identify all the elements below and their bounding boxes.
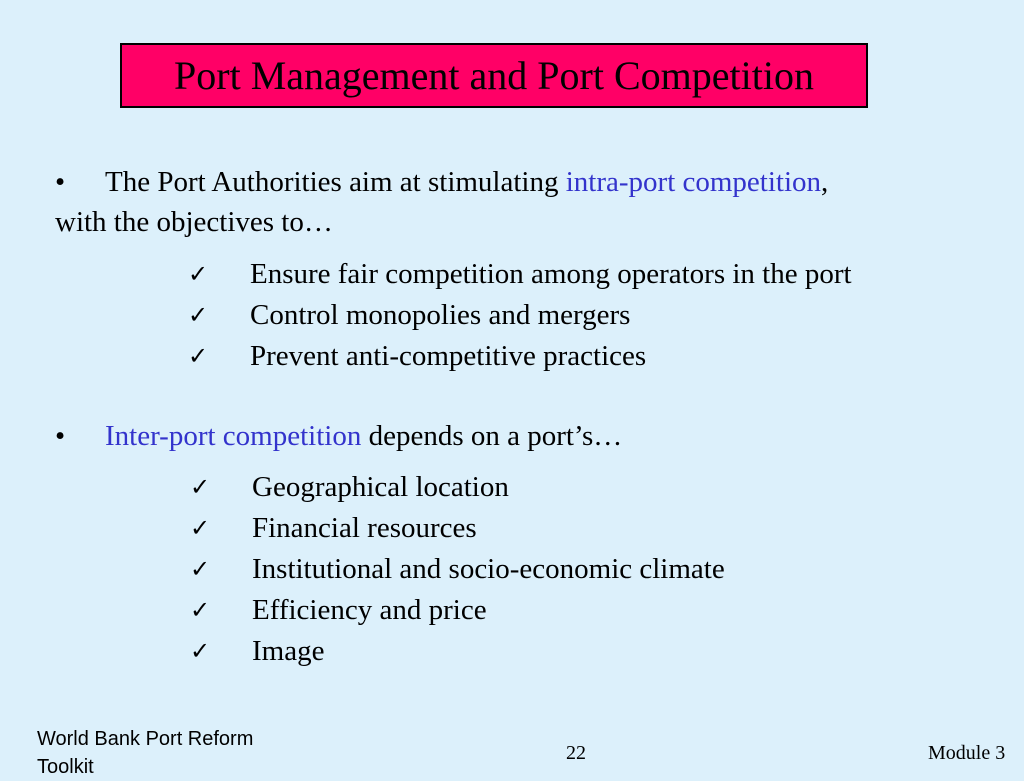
- bullet-dot: •: [55, 166, 66, 198]
- bullet-intra-pre: The Port Authorities aim at stimulating: [105, 166, 566, 198]
- check-icon: ✓: [190, 596, 211, 624]
- footer-module: Module 3: [928, 742, 1006, 764]
- inter-port-highlight: Inter-port competition: [105, 420, 362, 452]
- intra-port-highlight: intra-port competition: [565, 166, 822, 198]
- check-icon: ✓: [188, 301, 209, 329]
- slide-title-box: [120, 43, 868, 108]
- bullet-inter-port: [55, 416, 975, 456]
- bullet-intra-line2: with the objectives to…: [55, 206, 333, 238]
- bullet-intra-comma: ,: [821, 166, 829, 198]
- check-icon: ✓: [190, 555, 211, 583]
- slide-title: Port Management and Port Competition: [174, 53, 814, 98]
- check-icon: ✓: [188, 260, 209, 288]
- check-icon: ✓: [190, 514, 211, 542]
- check-icon: ✓: [188, 342, 209, 370]
- bullet-intra-port: [55, 162, 975, 242]
- check-icon: ✓: [190, 473, 211, 501]
- bullet-dot: •: [55, 420, 66, 452]
- page-number: 22: [566, 742, 586, 764]
- check-icon: ✓: [190, 637, 211, 665]
- bullet-inter-post: depends on a port’s…: [361, 420, 623, 452]
- footer-source: World Bank Port Reform Toolkit: [37, 728, 254, 778]
